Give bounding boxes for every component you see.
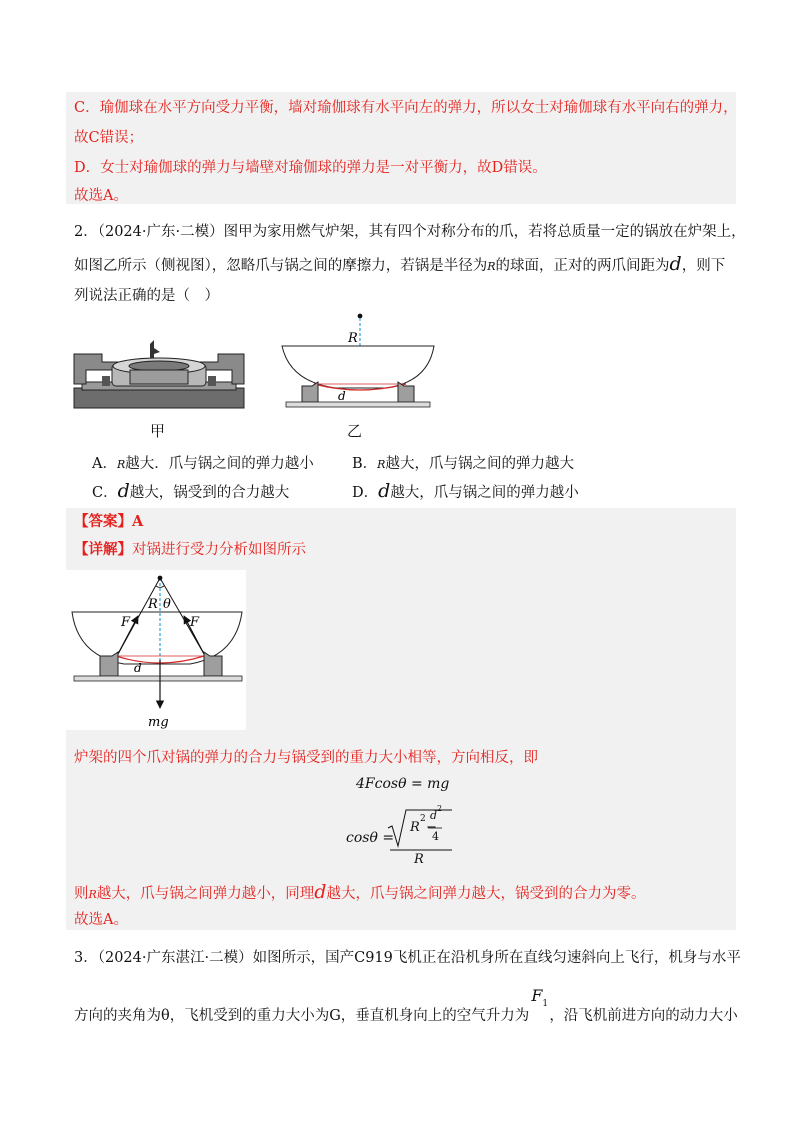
q2-stem-text: 如图乙所示（侧视图），忽略爪与锅之间的摩擦力，若锅是半径为 [74, 258, 488, 274]
formula-cos-lhs: cosθ = [346, 830, 395, 846]
figure-jia-stove-rack [72, 340, 247, 412]
q1-option-c-analysis-1: C．瑜伽球在水平方向受力平衡，墙对瑜伽球有水平向左的弹力，所以女士对瑜伽球有水平向右的弹力， [74, 100, 738, 116]
option-d-var: d [378, 480, 391, 502]
option-c-prefix: C． [92, 485, 118, 501]
force-label-F-left: F [121, 615, 131, 630]
option-a-text: 越大．爪与锅之间的弹力越小 [125, 456, 314, 472]
force-label-mg: mg [148, 715, 169, 730]
q2-stem-line-1: 2．（2024·广东·二模）图甲为家用燃气炉架，其有四个对称分布的爪，若将总质量一定的锅放在炉架上， [74, 224, 746, 240]
q3-var-F: F [531, 986, 543, 1005]
figure-yi-side-view [278, 312, 438, 412]
q2-explain-text: 则 [74, 886, 89, 902]
force-label-d: d [134, 661, 142, 675]
q2-explain-1: 炉架的四个爪对锅的弹力的合力与锅受到的重力大小相等，方向相反，即 [74, 750, 538, 766]
option-d-prefix: D． [352, 485, 379, 501]
option-a-var: R [116, 458, 126, 471]
option-d [352, 480, 579, 502]
q2-explain-var-d: d [314, 881, 327, 903]
formula-minus: − [426, 820, 437, 835]
q1-option-c-analysis-2: 故C错误； [74, 130, 144, 146]
force-label-theta: θ [163, 597, 171, 612]
option-a-prefix: A． [92, 456, 117, 472]
q2-stem-line-3: 列说法正确的是（ ） [74, 288, 219, 304]
q3-var-F1 [529, 986, 549, 1020]
q2-explain-text: 越大，爪与锅之间弹力越小，同理 [96, 886, 315, 902]
option-b-var: R [377, 458, 386, 471]
q2-detail-label: 【详解】 [74, 541, 132, 558]
formula-four: 4 [432, 830, 439, 843]
option-c-var: d [117, 480, 130, 502]
figure-yi-caption: 乙 [347, 422, 363, 440]
formula-d-exponent: 2 [437, 804, 443, 813]
q1-conclusion: 故选A。 [74, 188, 128, 204]
q2-stem-text: ，则下 [681, 258, 726, 274]
q2-stem-text: 的球面，正对的两爪间距为 [495, 258, 670, 274]
force-label-F-right: F [190, 615, 200, 630]
q3-stem-line-2 [74, 986, 738, 1026]
q3-stem-text: 方向的夹角为θ，飞机受到的重力大小为G，垂直机身向上的空气升力为 [74, 1008, 530, 1024]
q2-explain-2 [74, 882, 645, 905]
force-analysis-figure [66, 570, 246, 730]
q2-answer: 【答案】A [74, 513, 144, 530]
formula-R: R [410, 820, 420, 835]
formula-cos-theta [346, 804, 456, 870]
figure-jia-caption: 甲 [150, 422, 166, 440]
q3-var-F-subscript: 1 [542, 999, 549, 1009]
q2-detail [74, 540, 306, 560]
option-b [352, 452, 574, 473]
formula-R-exponent: 2 [420, 814, 426, 824]
figure-yi-label-R: R [348, 331, 358, 346]
q2-detail-text: 对锅进行受力分析如图所示 [132, 542, 306, 558]
q2-conclusion: 故选A。 [74, 912, 128, 928]
force-label-R: R [148, 597, 158, 612]
option-b-prefix: B． [352, 456, 378, 472]
formula-d: d [430, 809, 438, 822]
q3-stem-text: ，沿飞机前进方向的动力大小 [549, 1008, 738, 1024]
q2-explain-text: 越大，爪与锅之间弹力越大，锅受到的合力为零。 [326, 886, 646, 902]
option-d-text: 越大，爪与锅之间的弹力越小 [390, 485, 579, 501]
q2-stem-line-2 [74, 254, 725, 277]
option-c [92, 480, 289, 502]
q2-explain-var-R: R [88, 888, 97, 901]
formula-4Fcos: 4Fcosθ = mg [356, 776, 450, 792]
option-b-text: 越大，爪与锅之间的弹力越大 [385, 456, 574, 472]
q3-stem-line-1: 3．（2024·广东湛江·二模）如图所示，国产C919飞机正在沿机身所在直线匀速斜向上飞行，机身与水平 [74, 950, 741, 966]
option-a [92, 452, 314, 473]
figure-yi-label-d: d [338, 389, 346, 403]
q1-option-d-analysis: D．女士对瑜伽球的弹力与墙壁对瑜伽球的弹力是一对平衡力，故D错误。 [74, 160, 547, 176]
q2-var-d: d [669, 253, 682, 275]
q2-var-R: R [487, 260, 496, 273]
formula-denominator-R: R [414, 852, 424, 867]
option-c-text: 越大，锅受到的合力越大 [129, 485, 290, 501]
